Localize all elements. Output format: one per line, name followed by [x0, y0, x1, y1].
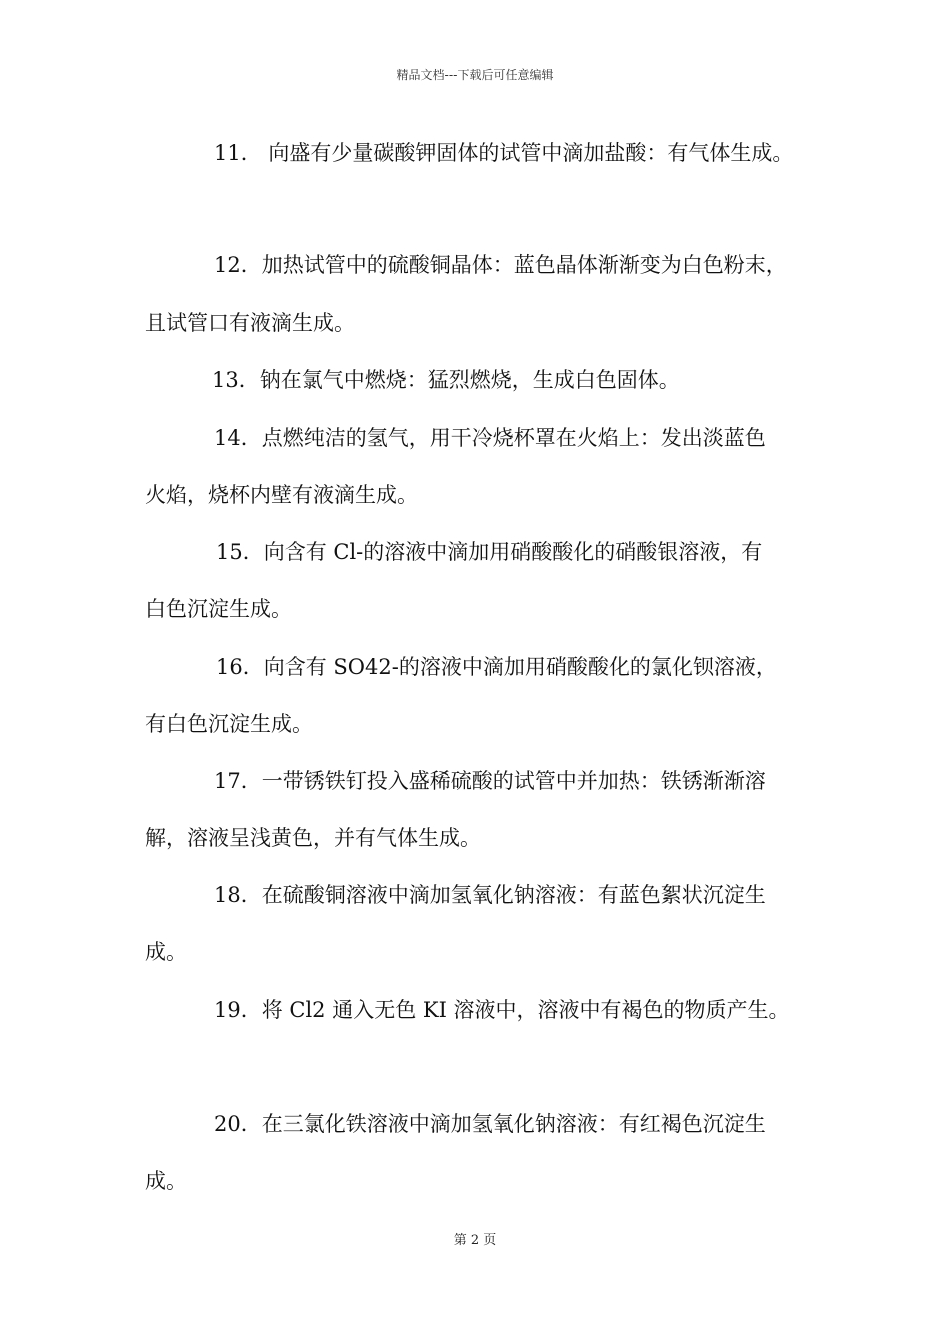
item-15-line-1: 15．向含有 Cl-的溶液中滴加用硝酸酸化的硝酸银溶液，有	[216, 540, 763, 564]
item-12-line-1: 12．加热试管中的硫酸铜晶体：蓝色晶体渐渐变为白色粉末，	[214, 253, 787, 277]
item-16-line-1: 16．向含有 SO42-的溶液中滴加用硝酸酸化的氯化钡溶液，	[216, 655, 777, 679]
item-16-line-2: 有白色沉淀生成。	[145, 712, 313, 736]
item-17-line-1: 17．一带锈铁钉投入盛稀硫酸的试管中并加热：铁锈渐渐溶	[214, 769, 766, 793]
item-13-line-1: 13．钠在氯气中燃烧：猛烈燃烧，生成白色固体。	[212, 368, 680, 392]
page-number: 第 2 页	[453, 1233, 497, 1248]
item-20-line-1: 20．在三氯化铁溶液中滴加氢氧化钠溶液：有红褐色沉淀生	[214, 1112, 766, 1136]
item-17-line-2: 解，溶液呈浅黄色，并有气体生成。	[145, 826, 481, 850]
item-14-line-1: 14．点燃纯洁的氢气，用干冷烧杯罩在火焰上：发出淡蓝色	[214, 426, 766, 450]
item-14-line-2: 火焰，烧杯内壁有液滴生成。	[145, 483, 418, 507]
item-11-line-1: 11． 向盛有少量碳酸钾固体的试管中滴加盐酸：有气体生成。	[214, 141, 794, 165]
item-15-line-2: 白色沉淀生成。	[145, 597, 292, 621]
item-19-line-1: 19．将 Cl2 通入无色 KI 溶液中，溶液中有褐色的物质产生。	[214, 998, 790, 1022]
item-12-line-2: 且试管口有液滴生成。	[145, 311, 355, 335]
item-18-line-2: 成。	[145, 940, 187, 964]
item-18-line-1: 18．在硫酸铜溶液中滴加氢氧化钠溶液：有蓝色絮状沉淀生	[214, 883, 766, 907]
page-header: 精品文档---下载后可任意编辑	[396, 68, 554, 82]
item-20-line-2: 成。	[145, 1169, 187, 1193]
